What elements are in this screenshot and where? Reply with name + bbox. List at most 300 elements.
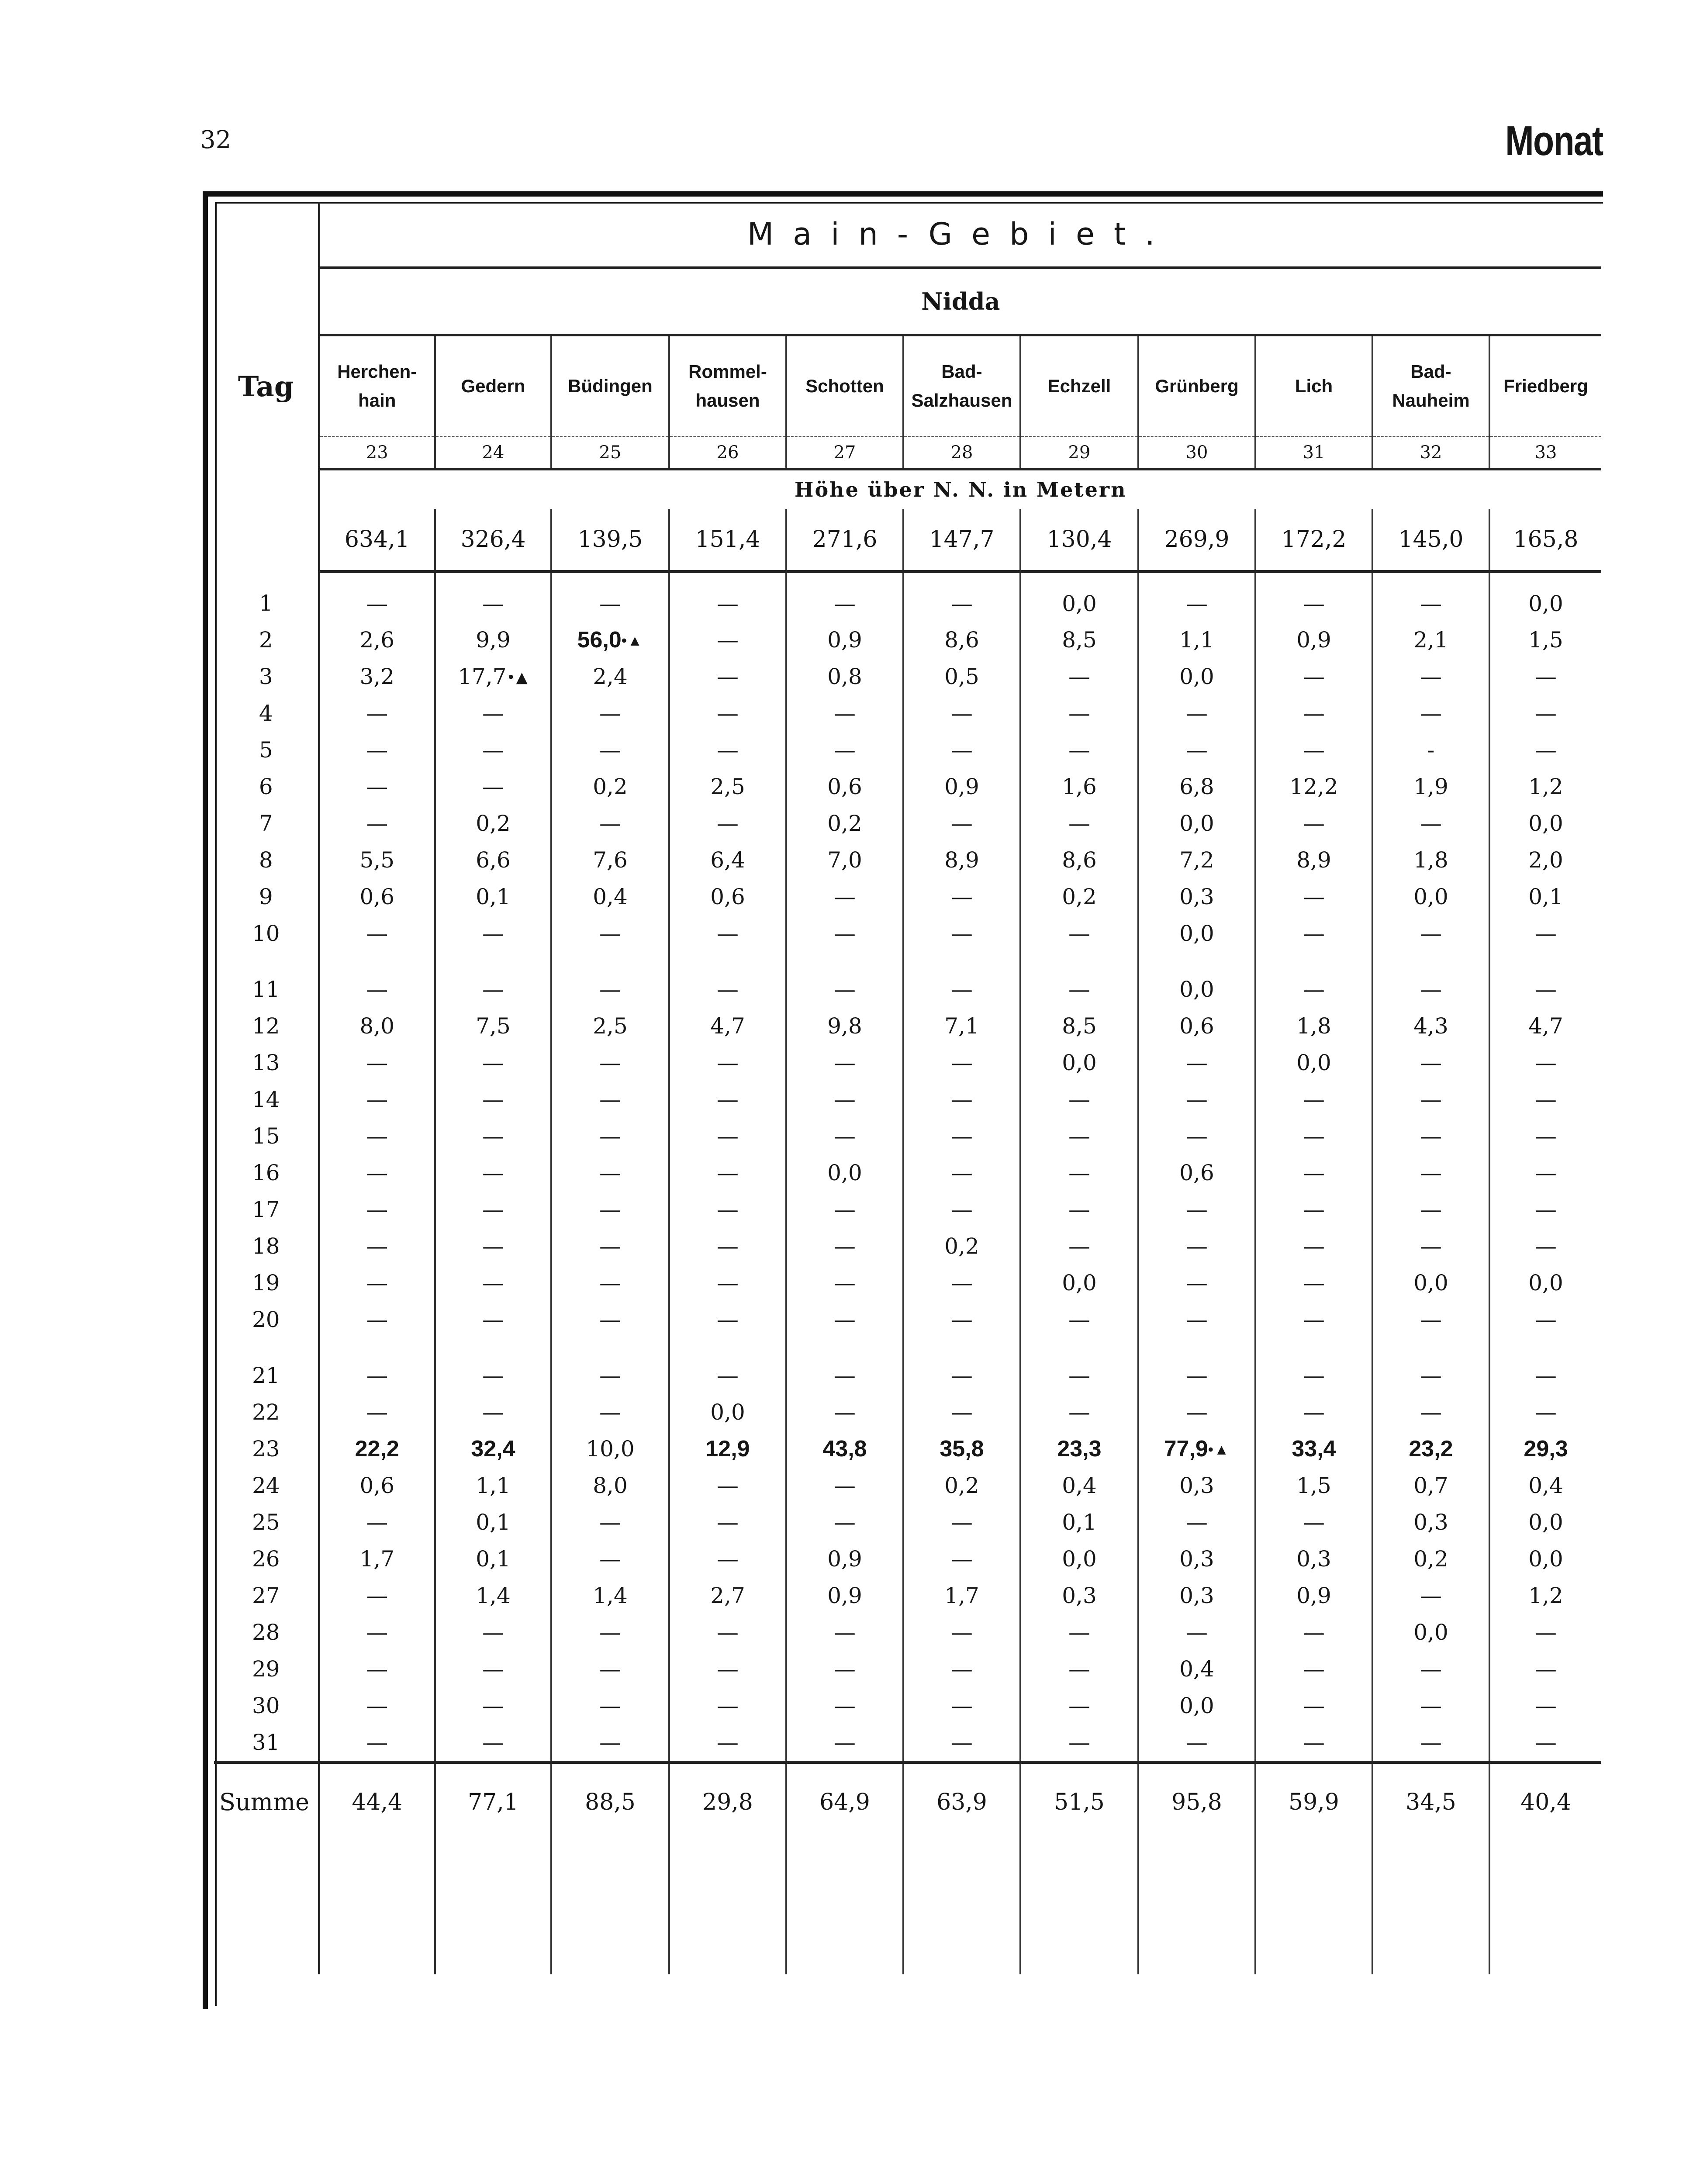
precip-value: — (1489, 1614, 1601, 1651)
page-number: 32 (200, 126, 231, 154)
precip-value: — (786, 971, 903, 1008)
precip-value: — (786, 1191, 903, 1228)
precip-value: 0,7 (1372, 1467, 1489, 1504)
precip-value: 7,2 (1138, 842, 1255, 878)
precip-value: — (786, 1614, 903, 1651)
precip-value: 0,9 (786, 1577, 903, 1614)
precip-value: 2,5 (669, 768, 786, 805)
precip-value: 1,8 (1372, 842, 1489, 878)
precip-value: — (669, 1504, 786, 1541)
precip-value: 2,0 (1489, 842, 1601, 878)
station-number: 32 (1372, 437, 1489, 470)
precip-value: — (366, 1086, 388, 1112)
station-elevation: 271,6 (786, 509, 903, 572)
precip-value: — (1255, 1394, 1372, 1431)
precip-value: 0,0 (1372, 878, 1489, 915)
day-number: 5 (214, 732, 319, 768)
precip-value: — (1372, 1301, 1489, 1338)
table-row (214, 805, 1601, 842)
precip-value: — (551, 695, 669, 732)
precip-value: — (1372, 1081, 1489, 1118)
station-name: Grünberg (1138, 335, 1255, 437)
precip-value: 0,9 (786, 1541, 903, 1577)
precip-value: — (669, 1467, 786, 1504)
precip-value: — (551, 1228, 669, 1265)
table-row (214, 695, 1601, 732)
precip-value: — (366, 1509, 388, 1535)
precip-value: — (1489, 1687, 1601, 1724)
precip-value: — (1138, 1504, 1255, 1541)
precip-value: 1,4 (435, 1577, 551, 1614)
precip-value: — (1372, 1118, 1489, 1154)
station-name: Lich (1255, 335, 1372, 437)
day-number: 22 (214, 1394, 319, 1431)
precip-value: 33,4 (1255, 1431, 1372, 1467)
precip-value: — (1372, 1651, 1489, 1687)
precip-value: — (1020, 1228, 1138, 1265)
precip-value: — (366, 1729, 388, 1755)
precip-value: — (1255, 1651, 1372, 1687)
precip-value: — (551, 1357, 669, 1394)
precip-value: 3,2 (359, 663, 395, 689)
precip-value: — (903, 572, 1020, 622)
station-name: Echzell (1020, 335, 1138, 437)
precip-value: 2,5 (551, 1008, 669, 1044)
precip-value: — (435, 1154, 551, 1191)
precip-value: 8,6 (903, 622, 1020, 658)
precip-value: — (1020, 658, 1138, 695)
precip-value: — (1489, 1228, 1601, 1265)
precip-value: — (435, 971, 551, 1008)
precip-value: — (1138, 1724, 1255, 1762)
precip-value: — (1255, 1154, 1372, 1191)
precip-value: — (366, 920, 388, 946)
precip-value: 6,6 (435, 842, 551, 878)
precip-value: — (786, 1228, 903, 1265)
precip-value: — (669, 1265, 786, 1301)
precip-value: 32,4 (435, 1431, 551, 1467)
precip-value: — (1372, 695, 1489, 732)
precip-value: — (1372, 572, 1489, 622)
precip-value: 0,9 (1255, 1577, 1372, 1614)
precip-value: — (1255, 878, 1372, 915)
summe-value: 44,4 (319, 1762, 435, 1841)
station-number: 27 (786, 437, 903, 470)
day-number: 14 (214, 1081, 319, 1118)
precip-value: — (1020, 1301, 1138, 1338)
station-number-row (214, 437, 1601, 470)
table-row (214, 768, 1601, 805)
precip-value: — (1372, 1724, 1489, 1762)
table-row (214, 842, 1601, 878)
precip-value: — (786, 915, 903, 952)
table-row (214, 1431, 1601, 1467)
precip-value: — (366, 700, 388, 726)
precip-value: — (1489, 1191, 1601, 1228)
weather-symbol: •▲ (1208, 1441, 1230, 1458)
precip-value: — (551, 971, 669, 1008)
table-row (214, 1577, 1601, 1614)
station-name: Gedern (435, 335, 551, 437)
station-elevation: 269,9 (1138, 509, 1255, 572)
precip-value: — (366, 591, 388, 617)
precip-value: 0,3 (1255, 1541, 1372, 1577)
precip-value: — (1372, 1687, 1489, 1724)
precip-value: 0,2 (435, 805, 551, 842)
precip-value: - (1372, 732, 1489, 768)
precip-value: 1,5 (1489, 622, 1601, 658)
station-name: Schotten (786, 335, 903, 437)
precip-value: — (669, 1687, 786, 1724)
precip-value: 8,9 (903, 842, 1020, 878)
day-number: 2 (214, 622, 319, 658)
table-row (214, 1044, 1601, 1081)
day-number: 10 (214, 915, 319, 952)
precip-value: — (435, 1118, 551, 1154)
precip-value: — (903, 1191, 1020, 1228)
precip-value: — (669, 1191, 786, 1228)
precip-value: — (786, 1301, 903, 1338)
precip-value: 0,0 (1372, 1614, 1489, 1651)
precip-value: 0,9 (1255, 622, 1372, 658)
day-number: 19 (214, 1265, 319, 1301)
precip-value: — (786, 1081, 903, 1118)
precip-value: 0,1 (435, 1541, 551, 1577)
precip-value: 0,0 (1372, 1265, 1489, 1301)
precip-value: — (903, 732, 1020, 768)
station-name: Friedberg (1489, 335, 1601, 437)
table-row (214, 1504, 1601, 1541)
precip-value: — (669, 915, 786, 952)
precip-value: — (366, 1270, 388, 1296)
precip-value: 0,0 (1489, 1265, 1601, 1301)
precip-value: — (903, 1504, 1020, 1541)
precip-value: — (366, 1233, 388, 1259)
precip-value: — (903, 1154, 1020, 1191)
precip-value: 0,0 (1138, 805, 1255, 842)
day-number: 21 (214, 1357, 319, 1394)
precip-value: — (1255, 1081, 1372, 1118)
day-number: 31 (214, 1724, 319, 1762)
precip-value: — (1255, 971, 1372, 1008)
precip-value: 8,5 (1020, 622, 1138, 658)
precip-value: — (366, 1399, 388, 1425)
precip-value: — (551, 1541, 669, 1577)
precip-value: 0,4 (1020, 1467, 1138, 1504)
precip-value: 0,0 (1020, 1044, 1138, 1081)
precip-value: — (786, 878, 903, 915)
precip-value: — (435, 732, 551, 768)
precip-value: — (669, 1154, 786, 1191)
precip-value: — (366, 1306, 388, 1332)
precip-value: — (366, 810, 388, 836)
precip-value: — (786, 572, 903, 622)
month-header: Monat (1505, 117, 1603, 164)
station-number: 25 (551, 437, 669, 470)
precip-value: — (903, 1044, 1020, 1081)
precip-value: — (435, 695, 551, 732)
table-row (214, 1228, 1601, 1265)
precip-value: 43,8 (786, 1431, 903, 1467)
precip-value: — (366, 1123, 388, 1149)
precip-value: — (903, 1724, 1020, 1762)
precip-value: — (1489, 1044, 1601, 1081)
precip-value: — (366, 1196, 388, 1222)
precip-value: — (669, 1651, 786, 1687)
precip-value: — (551, 1081, 669, 1118)
summe-value: 77,1 (435, 1762, 551, 1841)
precip-value: 10,0 (551, 1431, 669, 1467)
table-row (214, 658, 1601, 695)
table-row (214, 1265, 1601, 1301)
precip-value: 0,2 (903, 1228, 1020, 1265)
table-row (214, 1724, 1601, 1762)
station-number: 24 (435, 437, 551, 470)
precip-value: — (551, 1191, 669, 1228)
precip-value: — (1020, 1651, 1138, 1687)
precip-value: 1,8 (1255, 1008, 1372, 1044)
precip-value: — (551, 1265, 669, 1301)
precip-value: 1,1 (435, 1467, 551, 1504)
precip-value: 1,9 (1372, 768, 1489, 805)
precip-value: — (903, 971, 1020, 1008)
precip-value: — (669, 1301, 786, 1338)
precip-value: — (551, 732, 669, 768)
precip-value: 0,2 (1020, 878, 1138, 915)
precip-value: 1,5 (1255, 1467, 1372, 1504)
precip-value: 1,2 (1489, 1577, 1601, 1614)
summe-value: 51,5 (1020, 1762, 1138, 1841)
precip-value: — (786, 1724, 903, 1762)
precip-value: — (1138, 1614, 1255, 1651)
precip-value: — (1489, 1118, 1601, 1154)
precip-value: 0,0 (1138, 915, 1255, 952)
precip-value: — (1255, 805, 1372, 842)
precip-value: — (1372, 1191, 1489, 1228)
station-name: Herchen- hain (319, 335, 435, 437)
precip-value: — (786, 1467, 903, 1504)
precip-value: 0,6 (359, 884, 395, 909)
precip-value: 0,3 (1138, 878, 1255, 915)
precip-value: — (669, 971, 786, 1008)
elevation-row (214, 509, 1601, 572)
precip-value: — (1020, 1724, 1138, 1762)
station-elevation: 326,4 (435, 509, 551, 572)
precip-value: 8,9 (1255, 842, 1372, 878)
precip-value: — (1255, 1191, 1372, 1228)
day-number: 30 (214, 1687, 319, 1724)
table-row (214, 1154, 1601, 1191)
precip-value: — (1138, 1191, 1255, 1228)
day-number: 1 (214, 572, 319, 622)
precip-value: 2,4 (551, 658, 669, 695)
station-number: 26 (669, 437, 786, 470)
precip-value: — (366, 1656, 388, 1682)
precip-value: — (669, 1044, 786, 1081)
precip-value: 0,6 (1138, 1008, 1255, 1044)
precip-value: — (786, 1044, 903, 1081)
precip-value: 7,5 (435, 1008, 551, 1044)
table-row (214, 732, 1601, 768)
region-title: Main-Gebiet. (319, 202, 1601, 268)
precip-value: 22,2 (355, 1436, 399, 1462)
station-name: Rommel- hausen (669, 335, 786, 437)
precip-value: 7,1 (903, 1008, 1020, 1044)
precip-value: 0,6 (1138, 1154, 1255, 1191)
precip-value: — (1020, 805, 1138, 842)
summe-value: 59,9 (1255, 1762, 1372, 1841)
precip-value: — (366, 1693, 388, 1718)
precip-value: 7,6 (551, 842, 669, 878)
precip-value: 0,6 (359, 1472, 395, 1498)
precip-value: — (669, 805, 786, 842)
precip-value: — (669, 1724, 786, 1762)
precip-value: — (551, 915, 669, 952)
station-elevation: 145,0 (1372, 509, 1489, 572)
precip-value: — (1020, 1357, 1138, 1394)
precip-value: — (551, 805, 669, 842)
precip-value: — (1255, 1265, 1372, 1301)
station-elevation: 139,5 (551, 509, 669, 572)
day-number: 13 (214, 1044, 319, 1081)
precip-value: 6,8 (1138, 768, 1255, 805)
precip-value: 35,8 (903, 1431, 1020, 1467)
summe-row (214, 1762, 1601, 1841)
precip-value: — (1372, 1357, 1489, 1394)
precip-value: — (1255, 1724, 1372, 1762)
tag-header: Tag (214, 202, 319, 572)
daily-values (214, 572, 1601, 1974)
precip-value: 0,4 (551, 878, 669, 915)
precip-value: — (1372, 971, 1489, 1008)
precip-value: — (1372, 805, 1489, 842)
precip-value: — (1255, 1687, 1372, 1724)
station-number: 28 (903, 437, 1020, 470)
day-number: 24 (214, 1467, 319, 1504)
precip-value: — (669, 1118, 786, 1154)
precip-value: 0,3 (1138, 1541, 1255, 1577)
table-row (214, 1394, 1601, 1431)
precip-value: 0,0 (1255, 1044, 1372, 1081)
precip-value: — (1372, 1394, 1489, 1431)
precip-value: — (435, 1301, 551, 1338)
precip-value: 8,6 (1020, 842, 1138, 878)
station-elevation: 172,2 (1255, 509, 1372, 572)
summe-value: 40,4 (1489, 1762, 1601, 1841)
precip-value: 0,0 (1020, 1541, 1138, 1577)
precip-value: — (669, 732, 786, 768)
day-number: 6 (214, 768, 319, 805)
summe-value: 29,8 (669, 1762, 786, 1841)
precip-value: 0,9 (903, 768, 1020, 805)
day-number: 7 (214, 805, 319, 842)
table-row (214, 622, 1601, 658)
precip-value: — (1255, 572, 1372, 622)
precip-value: — (1255, 1614, 1372, 1651)
table-row (214, 1191, 1601, 1228)
precip-value: — (1020, 1191, 1138, 1228)
precip-value: 0,5 (903, 658, 1020, 695)
precip-value: 0,0 (1489, 572, 1601, 622)
precip-value: — (551, 1651, 669, 1687)
precip-value: 1,1 (1138, 622, 1255, 658)
precip-value: — (435, 1228, 551, 1265)
precip-value: — (1255, 658, 1372, 695)
precip-value: — (1489, 1651, 1601, 1687)
precip-value: — (669, 572, 786, 622)
table-row (214, 1357, 1601, 1394)
precip-value: — (551, 1724, 669, 1762)
table-row (214, 1614, 1601, 1651)
precip-value: 4,3 (1372, 1008, 1489, 1044)
precip-value: — (551, 1394, 669, 1431)
precip-value: — (1138, 695, 1255, 732)
precip-value: 8,5 (1020, 1008, 1138, 1044)
precip-value: — (786, 732, 903, 768)
precip-value: — (1489, 915, 1601, 952)
precip-value: — (903, 1357, 1020, 1394)
precip-value: — (551, 1614, 669, 1651)
precip-value: — (903, 1614, 1020, 1651)
precip-value: — (669, 1357, 786, 1394)
precip-value: — (1020, 1394, 1138, 1431)
precip-value: — (1020, 1687, 1138, 1724)
precip-value: — (1489, 1081, 1601, 1118)
precip-value: — (435, 1614, 551, 1651)
precip-value: — (1020, 1118, 1138, 1154)
precip-value: — (366, 737, 388, 763)
day-number: 11 (214, 971, 319, 1008)
precip-value: — (366, 1050, 388, 1075)
precip-value: — (1255, 915, 1372, 952)
summe-value: 64,9 (786, 1762, 903, 1841)
precip-value: — (551, 572, 669, 622)
day-number: 17 (214, 1191, 319, 1228)
precip-value: 9,8 (786, 1008, 903, 1044)
precip-value: 17,7•▲ (435, 658, 551, 695)
precip-value: — (1489, 732, 1601, 768)
precip-value: 0,8 (786, 658, 903, 695)
day-number: 25 (214, 1504, 319, 1541)
precip-value: — (1138, 1228, 1255, 1265)
precip-value: — (435, 1357, 551, 1394)
precip-value: — (435, 572, 551, 622)
precip-value: — (1138, 1081, 1255, 1118)
precip-value: 0,0 (1020, 1265, 1138, 1301)
precip-value: 23,2 (1372, 1431, 1489, 1467)
day-number: 20 (214, 1301, 319, 1338)
river-title: Nidda (319, 268, 1601, 335)
precip-value: — (903, 805, 1020, 842)
precip-value: — (786, 1118, 903, 1154)
table-row (214, 915, 1601, 952)
precip-value: — (435, 1724, 551, 1762)
precip-value: — (366, 1160, 388, 1185)
precip-value: 7,0 (786, 842, 903, 878)
precip-value: 0,4 (1489, 1467, 1601, 1504)
precip-value: — (786, 1394, 903, 1431)
precip-value: — (1020, 971, 1138, 1008)
precip-value: — (1020, 915, 1138, 952)
precip-value: — (669, 1081, 786, 1118)
precip-value: — (903, 1687, 1020, 1724)
day-number: 12 (214, 1008, 319, 1044)
precip-value: — (669, 622, 786, 658)
summe-value: 88,5 (551, 1762, 669, 1841)
precip-value: — (551, 1044, 669, 1081)
precip-value: — (435, 1651, 551, 1687)
precip-value: 0,0 (1489, 805, 1601, 842)
